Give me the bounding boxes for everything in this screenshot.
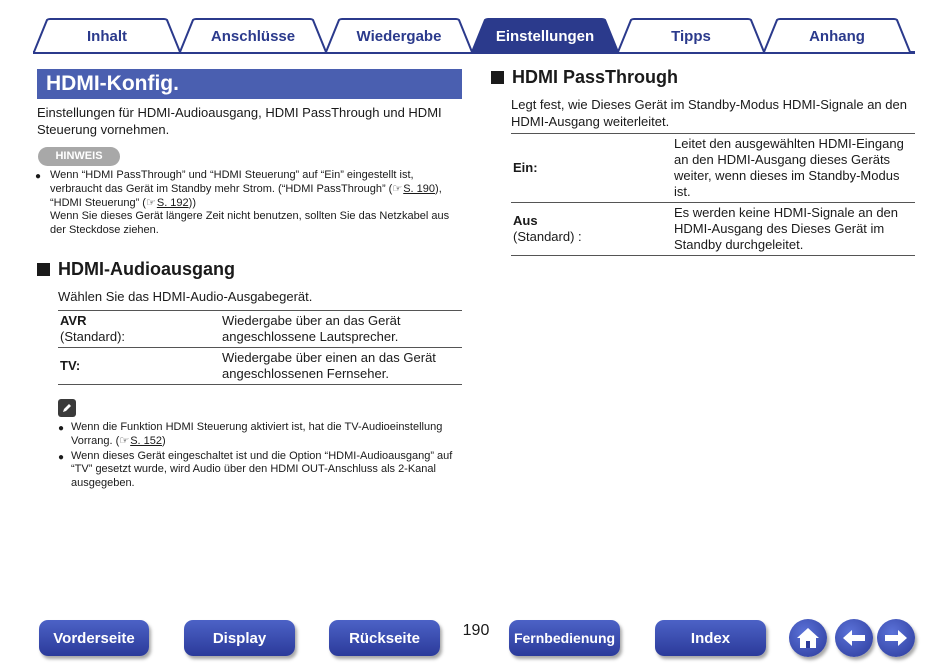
page-ref-link[interactable]: ☞S. 190	[392, 182, 436, 195]
pointing-hand-icon: ☞	[145, 196, 156, 209]
home-button[interactable]	[789, 619, 827, 657]
tab-anhang[interactable]: Anhang	[763, 18, 911, 52]
passthrough-description: Legt fest, wie Dieses Gerät im Standby-Modus HDMI-Signale an den HDMI-Ausgang weiterleitet.	[511, 97, 907, 129]
hinweis-notes	[26, 169, 466, 238]
tab-wiedergabe[interactable]: Wiedergabe	[325, 18, 473, 52]
heading-hdmi-audioausgang: HDMI-Audioausgang	[37, 259, 235, 280]
page-ref-link[interactable]: ☞S. 152	[119, 434, 162, 447]
pointing-hand-icon: ☞	[392, 182, 403, 195]
table-row: Ein: Leitet den ausgewählten HDMI-Eingang an den HDMI-Ausgang dieses Geräts weiter, wenn dieses im Standby-Modus ist.	[511, 134, 915, 203]
tab-einstellungen[interactable]: Einstellungen	[471, 18, 619, 52]
table-row: TV: Wiedergabe über einen an das Gerät angeschlossenen Fernseher.	[58, 348, 462, 385]
tab-tipps[interactable]: Tipps	[617, 18, 765, 52]
intro-text: Einstellungen für HDMI-Audioausgang, HDMI PassThrough und HDMI Steuerung vornehmen.	[37, 105, 442, 137]
audio-description: Wählen Sie das HDMI-Audio-Ausgabegerät.	[58, 289, 313, 304]
bullet-icon: ●	[58, 451, 65, 463]
hinweis-badge: HINWEIS	[38, 147, 120, 166]
tab-anschlsse[interactable]: Anschlüsse	[179, 18, 327, 52]
home-icon	[795, 626, 821, 650]
bullet-icon: ●	[58, 423, 65, 434]
square-bullet-icon	[37, 263, 50, 276]
tab-bar	[33, 16, 915, 54]
previous-page-button[interactable]	[835, 619, 873, 657]
nav-button-display[interactable]: Display	[184, 620, 295, 656]
page-number: 190	[462, 622, 490, 639]
nav-button-index[interactable]: Index	[655, 620, 766, 656]
table-row: AVR (Standard): Wiedergabe über an das Gerät angeschlossene Lautsprecher.	[58, 311, 462, 348]
page-ref-link[interactable]: ☞S. 192	[145, 196, 189, 209]
tip-item: ● Wenn dieses Gerät eingeschaltet ist und die Option “HDMI-Audioausgang” auf “TV” gesetzt wurde, wird Audio über den HDMI OUT-Anschluss als 2-Kanal ausgegeben.	[58, 449, 453, 490]
pointing-hand-icon: ☞	[119, 434, 130, 447]
nav-button-rueckseite[interactable]: Rückseite	[329, 620, 440, 656]
square-bullet-icon	[491, 71, 504, 84]
hinweis-item: ● Wenn “HDMI PassThrough” und “HDMI Steuerung” auf “Ein” eingestellt ist, verbraucht das Gerät im Standby mehr Strom. (“HDMI PassThrough” (☞S. 190), “HDMI Steuerung” (☞S. 192)) Wenn Sie dieses Gerät längere Zeit nicht benutzen, sollten Sie das Netzkabel aus der Steckdose ziehen.	[26, 169, 466, 238]
bullet-icon: ●	[34, 171, 42, 182]
audio-options-table	[58, 310, 462, 385]
section-title: HDMI-Konfig.	[37, 69, 462, 99]
pencil-icon	[58, 399, 76, 417]
passthrough-options-table	[511, 133, 915, 256]
heading-hdmi-passthrough: HDMI PassThrough	[491, 67, 678, 88]
table-row: Aus (Standard) : Es werden keine HDMI-Signale an den HDMI-Ausgang des Dieses Gerät im Standby durchgeleitet.	[511, 203, 915, 256]
tab-inhalt[interactable]: Inhalt	[33, 18, 181, 52]
arrow-right-icon	[883, 628, 909, 648]
tip-item: ● Wenn die Funktion HDMI Steuerung aktiviert ist, hat die TV-Audioeinstellung Vorrang. (☞S. 152)	[58, 421, 443, 447]
next-page-button[interactable]	[877, 619, 915, 657]
arrow-left-icon	[841, 628, 867, 648]
nav-button-vorderseite[interactable]: Vorderseite	[39, 620, 149, 656]
tips-notes	[58, 421, 463, 492]
nav-button-fernbedienung[interactable]: Fernbedienung	[509, 620, 620, 656]
